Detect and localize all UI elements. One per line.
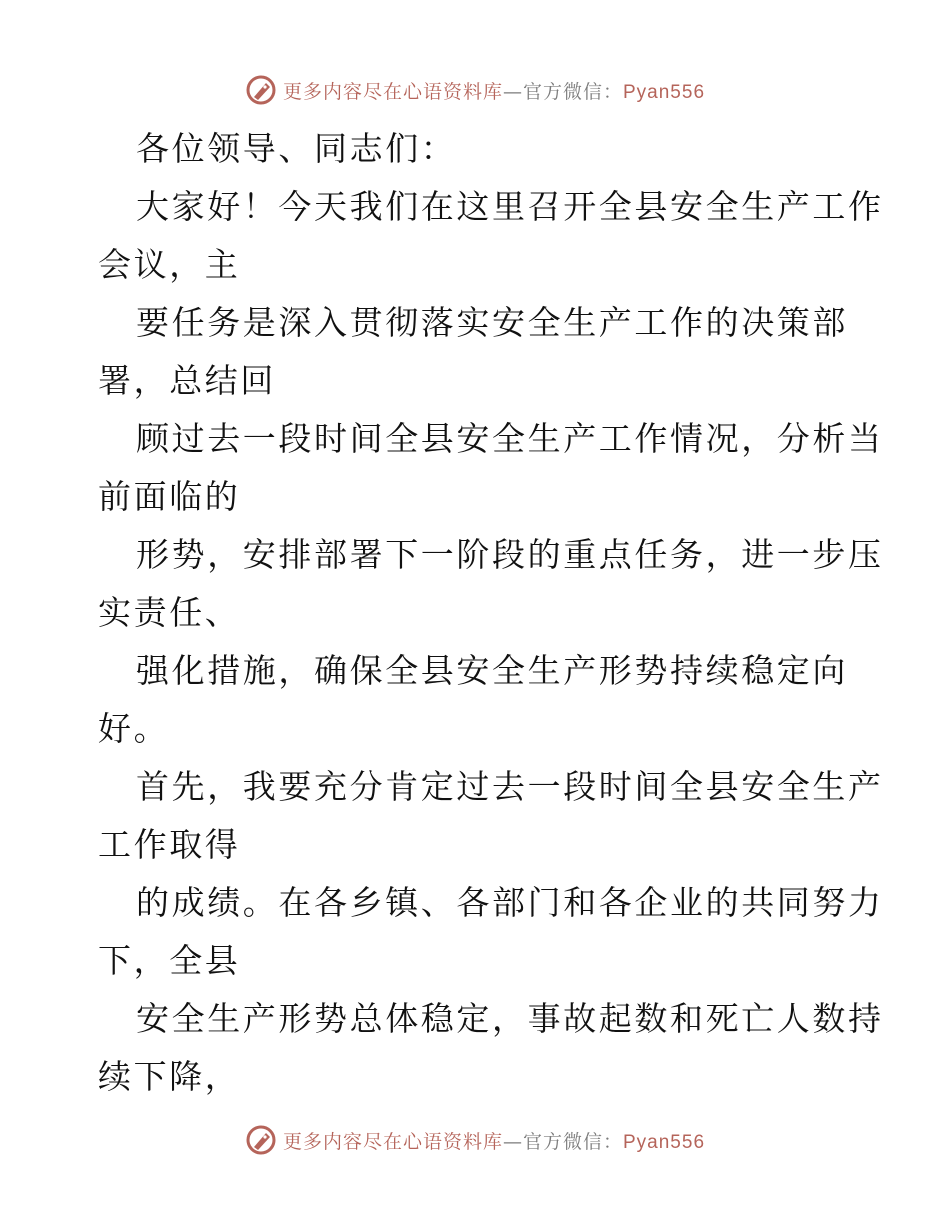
text-line: 前面临的: [98, 477, 241, 516]
banner-red-text: 更多内容尽在心语资料库: [282, 1130, 503, 1153]
text-line: 好。: [98, 709, 170, 748]
document-body: [98, 120, 884, 1106]
banner-wechat-id: Pyan556: [623, 1131, 706, 1153]
text-line: 大家好！今天我们在这里召开全县安全生产工作: [136, 187, 884, 226]
banner-text: [283, 77, 705, 104]
footer-banner: [0, 1120, 950, 1160]
pen-nib-icon: [245, 1124, 277, 1156]
text-line: 要任务是深入贯彻落实安全生产工作的决策部: [136, 303, 848, 342]
text-line: 顾过去一段时间全县安全生产工作情况，分析当: [136, 419, 884, 458]
text-line: 会议，主: [98, 245, 241, 284]
text-line: 实责任、: [98, 593, 241, 632]
text-line: 强化措施，确保全县安全生产形势持续稳定向: [136, 651, 848, 690]
banner-dash: —: [502, 1130, 523, 1153]
banner-red-text: 更多内容尽在心语资料库: [282, 80, 503, 103]
header-banner: [0, 70, 950, 110]
text-line: 续下降，: [98, 1057, 241, 1096]
banner-wechat-label: 官方微信：: [522, 1130, 623, 1153]
text-line: 的成绩。在各乡镇、各部门和各企业的共同努力: [136, 883, 884, 922]
banner-text: [283, 1127, 705, 1154]
banner-wechat-id: Pyan556: [623, 81, 706, 103]
text-line: 首先，我要充分肯定过去一段时间全县安全生产: [136, 767, 884, 806]
text-line: 形势，安排部署下一阶段的重点任务，进一步压: [136, 535, 884, 574]
text-line: 下，全县: [98, 941, 241, 980]
banner-wechat-label: 官方微信：: [522, 80, 623, 103]
pen-nib-icon: [245, 74, 277, 106]
text-line: 工作取得: [98, 825, 241, 864]
text-line: 各位领导、同志们：: [136, 129, 457, 168]
banner-dash: —: [502, 80, 523, 103]
text-line: 安全生产形势总体稳定，事故起数和死亡人数持: [136, 999, 884, 1038]
text-line: 署，总结回: [98, 361, 276, 400]
